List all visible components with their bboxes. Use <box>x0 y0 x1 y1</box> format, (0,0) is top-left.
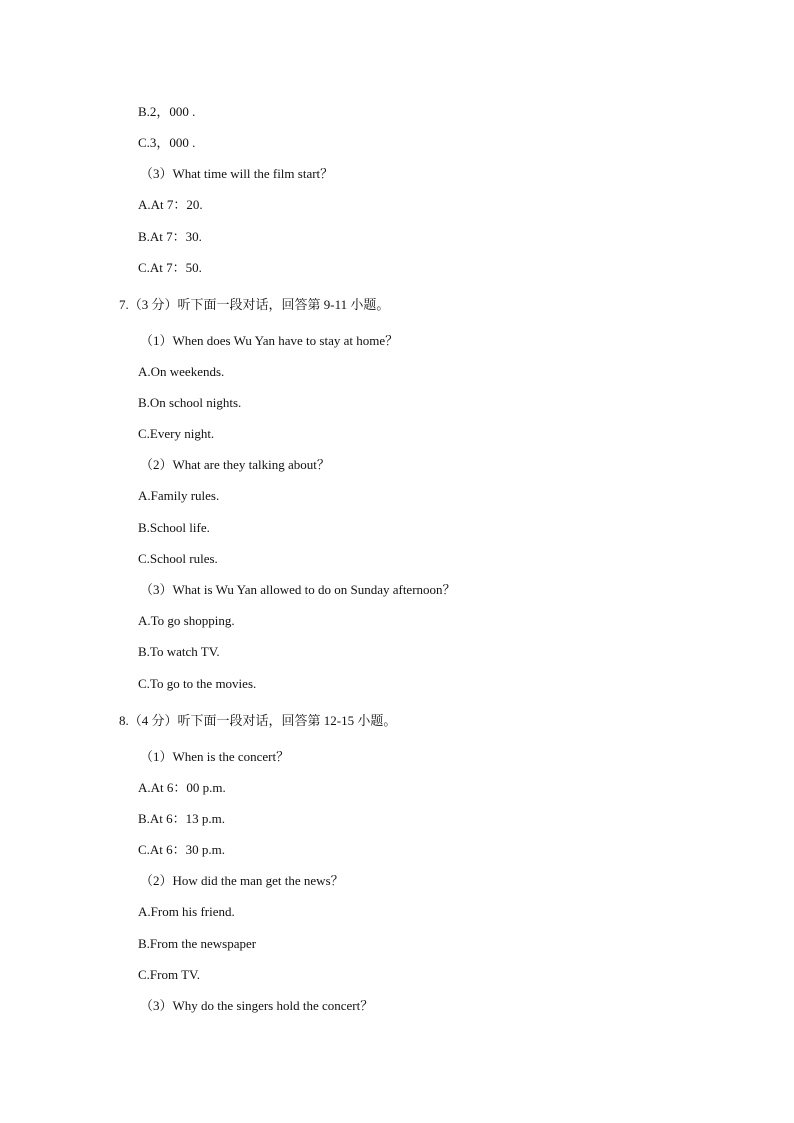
option-b: B.To watch TV. <box>138 644 220 659</box>
sub-question: （1）When is the concert？ <box>140 749 290 764</box>
sub-question: （3）What time will the film start？ <box>140 166 334 181</box>
question-heading-7: 7.（3 分）听下面一段对话，回答第 9-11 小题。 <box>119 297 390 312</box>
option-a: A.From his friend. <box>138 904 235 919</box>
option-c: C.From TV. <box>138 967 201 982</box>
option-b: B.2，000 . <box>138 104 196 119</box>
option-c: C.To go to the movies. <box>138 676 257 691</box>
option-c: C.3，000 . <box>138 135 196 150</box>
option-b: B.At 7：30. <box>138 229 202 244</box>
sub-question: （2）How did the man get the news？ <box>140 873 344 888</box>
option-b: B.On school nights. <box>138 395 242 410</box>
sub-question: （1）When does Wu Yan have to stay at home？ <box>140 333 399 348</box>
option-b: B.School life. <box>138 520 210 535</box>
sub-question: （3）What is Wu Yan allowed to do on Sunday afternoon？ <box>140 582 456 597</box>
option-c: C.Every night. <box>138 426 215 441</box>
option-a: A.At 6：00 p.m. <box>138 780 226 795</box>
question-heading-8: 8.（4 分）听下面一段对话，回答第 12-15 小题。 <box>119 713 397 728</box>
option-c: C.School rules. <box>138 551 218 566</box>
option-a: A.At 7：20. <box>138 197 203 212</box>
option-c: C.At 7：50. <box>138 260 202 275</box>
option-c: C.At 6：30 p.m. <box>138 842 226 857</box>
option-b: B.At 6：13 p.m. <box>138 811 226 826</box>
option-b: B.From the newspaper <box>138 936 257 951</box>
option-a: A.On weekends. <box>138 364 225 379</box>
option-a: A.Family rules. <box>138 488 220 503</box>
sub-question: （2）What are they talking about？ <box>140 457 330 472</box>
option-a: A.To go shopping. <box>138 613 235 628</box>
sub-question: （3）Why do the singers hold the concert？ <box>140 998 374 1013</box>
